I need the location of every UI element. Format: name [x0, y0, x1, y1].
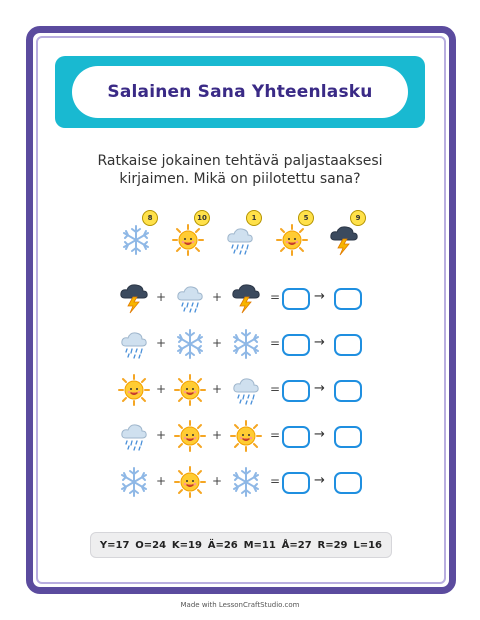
- legend-item: K=19: [171, 539, 202, 551]
- snowflake-icon: [118, 466, 150, 498]
- storm-cloud-icon: [118, 282, 150, 314]
- rain-cloud-icon: [118, 328, 150, 360]
- legend-item: R=29: [317, 539, 348, 551]
- sum-answer-box[interactable]: [282, 288, 310, 310]
- sum-answer-box[interactable]: [282, 334, 310, 356]
- sum-answer-box[interactable]: [282, 472, 310, 494]
- sun-icon: [118, 374, 150, 406]
- key-number: 1: [246, 210, 262, 226]
- key-number: 8: [142, 210, 158, 226]
- snowflake-icon: [120, 224, 152, 256]
- storm-cloud-icon: [230, 282, 262, 314]
- legend-item: M=11: [243, 539, 276, 551]
- letter-answer-box[interactable]: [334, 380, 362, 402]
- plus-sign: +: [212, 382, 223, 396]
- key-number: 10: [194, 210, 210, 226]
- key-item: [276, 210, 312, 258]
- rain-cloud-icon: [224, 224, 256, 256]
- equals-sign: =: [270, 382, 281, 396]
- sum-answer-box[interactable]: [282, 426, 310, 448]
- letter-answer-box[interactable]: [334, 288, 362, 310]
- arrow-icon: →: [314, 289, 325, 304]
- equals-sign: =: [270, 290, 281, 304]
- icon-key: [120, 210, 360, 258]
- plus-sign: +: [156, 290, 167, 304]
- arrow-icon: →: [314, 427, 325, 442]
- plus-sign: +: [212, 428, 223, 442]
- equals-sign: =: [270, 336, 281, 350]
- key-number: 9: [350, 210, 366, 226]
- equation-row: [118, 278, 368, 318]
- equation-row: [118, 324, 368, 364]
- letter-answer-box[interactable]: [334, 472, 362, 494]
- plus-sign: +: [156, 474, 167, 488]
- sun-icon: [174, 420, 206, 452]
- plus-sign: +: [212, 336, 223, 350]
- sum-answer-box[interactable]: [282, 380, 310, 402]
- rain-cloud-icon: [174, 282, 206, 314]
- rain-cloud-icon: [230, 374, 262, 406]
- sun-icon: [276, 224, 308, 256]
- letter-answer-box[interactable]: [334, 426, 362, 448]
- title-pill: [72, 66, 408, 118]
- sun-icon: [230, 420, 262, 452]
- instructions: [60, 152, 420, 188]
- sun-icon: [174, 466, 206, 498]
- sun-icon: [174, 374, 206, 406]
- equals-sign: =: [270, 474, 281, 488]
- instructions-line-2: kirjaimen. Mikä on piilotettu sana?: [119, 171, 361, 187]
- arrow-icon: →: [314, 473, 325, 488]
- rain-cloud-icon: [118, 420, 150, 452]
- storm-cloud-icon: [328, 224, 360, 256]
- instructions-line-1: Ratkaise jokainen tehtävä paljastaaksesi: [97, 153, 383, 169]
- legend-item: Ä=26: [207, 539, 238, 551]
- legend-item: L=16: [353, 539, 382, 551]
- equals-sign: =: [270, 428, 281, 442]
- plus-sign: +: [212, 290, 223, 304]
- legend-item: Å=27: [281, 539, 312, 551]
- sun-icon: [172, 224, 204, 256]
- key-item: [172, 210, 208, 258]
- equation-row: [118, 370, 368, 410]
- legend-item: O=24: [135, 539, 167, 551]
- key-item: [328, 210, 364, 258]
- footer-credit: Made with LessonCraftStudio.com: [180, 601, 300, 609]
- plus-sign: +: [156, 428, 167, 442]
- legend-item: Y=17: [99, 539, 130, 551]
- arrow-icon: →: [314, 335, 325, 350]
- equation-row: [118, 462, 368, 502]
- equation-row: [118, 416, 368, 456]
- key-item: [224, 210, 260, 258]
- plus-sign: +: [156, 382, 167, 396]
- letter-answer-box[interactable]: [334, 334, 362, 356]
- snowflake-icon: [174, 328, 206, 360]
- plus-sign: +: [156, 336, 167, 350]
- plus-sign: +: [212, 474, 223, 488]
- key-number: 5: [298, 210, 314, 226]
- arrow-icon: →: [314, 381, 325, 396]
- snowflake-icon: [230, 328, 262, 360]
- key-item: [120, 210, 156, 258]
- letter-legend: [90, 532, 392, 558]
- page-title: Salainen Sana Yhteenlasku: [107, 82, 373, 102]
- snowflake-icon: [230, 466, 262, 498]
